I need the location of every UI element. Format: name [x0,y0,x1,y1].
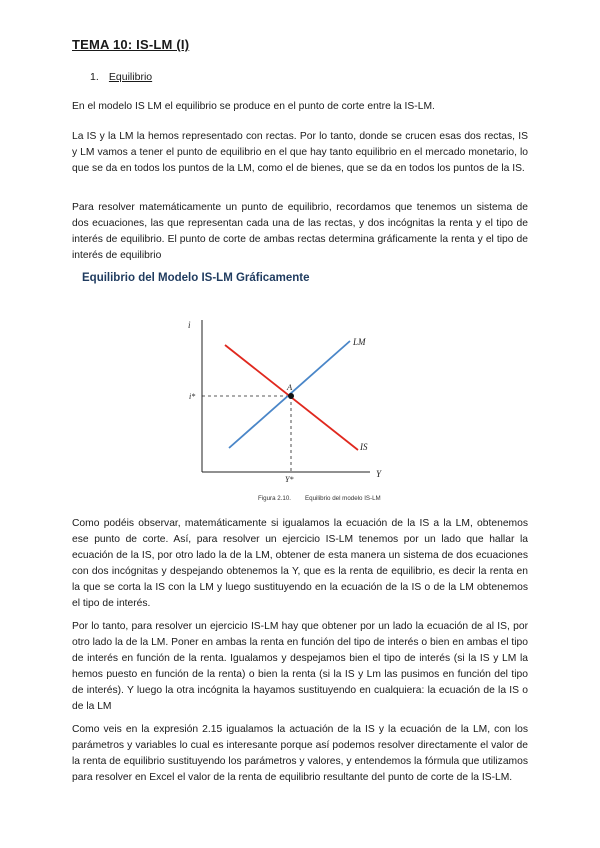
page-title: TEMA 10: IS-LM (I) [72,37,190,52]
paragraph-3: Para resolver matemáticamente un punto de equilibrio, recordamos que tenemos un sistema de dos ecuaciones, las que representan cada una de las rectas, y dos incógnitas la renta y el tipo de interés de equilibrio. El punto de corte de ambas rectas determina gráficamente la renta y el tipo de interés de equilibrio [72,202,528,261]
lm-label: LM [353,337,366,347]
caption-number: Figura 2.10. [258,495,292,502]
figure-title: Equilibrio del Modelo IS-LM Gráficamente [82,272,310,284]
section-number: 1. [90,71,99,83]
paragraph-5: Por lo tanto, para resolver un ejercicio IS-LM hay que obtener por un lado la ecuación de al IS, por otro lado la de la LM. Poner en ambas la renta en función del tipo de interés o bien en ambas el tipo de interés en función de la renta. Igualamos y despejamos bien el tipo de interés (si la IS y LM la hemos puesto en función de la renta) o bien la renta (si la IS y Lm las pusimos en función del tipo de interés). Y luego la otra incógnita la hayamos sustituyendo en cualquiera: la ecuación de la IS o de la LM [72,621,528,712]
x-axis-label: Y [376,469,382,479]
equilibrium-point [288,393,294,399]
paragraph-6: Como veis en la expresión 2.15 igualamos la actuación de la IS y la ecuación de la LM, con los parámetros y variables lo cual es interesante porque así podemos resolver directamente el valor de la renta de equilibrio sustituyendo los parámetros y valores, y entendemos la fórmula que utilizamos para resolver en Excel el valor de la renta de equilibrio resultante del punto de corte de la IS-LM. [72,724,528,783]
caption-text: Equilibrio del modelo IS-LM [305,495,381,502]
i-star-label: i* [189,392,196,401]
section-heading [90,71,152,83]
y-star-label: Y* [285,475,294,484]
y-axis-label: i [188,320,191,330]
point-label: A [287,382,293,392]
paragraph-4: Como podéis observar, matemáticamente si igualamos la ecuación de la IS a la LM, obtenemos ese punto de corte. Así, para resolver un ejercicio IS-LM tenemos por un lado que hallar la ecuación de la IS, por otro lado la de la LM, obtener de esta manera un sistema de dos ecuaciones con dos incógnitas y despejando obtenemos la Y, que es la renta de equilibrio, es decir la renta en la que se corta la IS con la LM y luego sustituyendo en la ecuación de la IS o de la LM obtenemos el tipo de interés. [72,518,528,609]
paragraph-1: En el modelo IS LM el equilibrio se produce en el punto de corte entre la IS-LM. [72,101,435,112]
is-lm-chart [170,310,470,510]
is-label: IS [360,442,368,452]
figure-caption [258,495,381,502]
section-label: Equilibrio [108,71,153,83]
paragraph-2: La IS y la LM la hemos representado con rectas. Por lo tanto, donde se crucen esas dos rectas, IS y LM vamos a tener el punto de equilibrio en el que hay tanto equilibrio en el mercado monetario, lo que se da en todos los puntos de la LM, como el de bienes, que se da en todos los puntos de la IS. [72,131,528,174]
